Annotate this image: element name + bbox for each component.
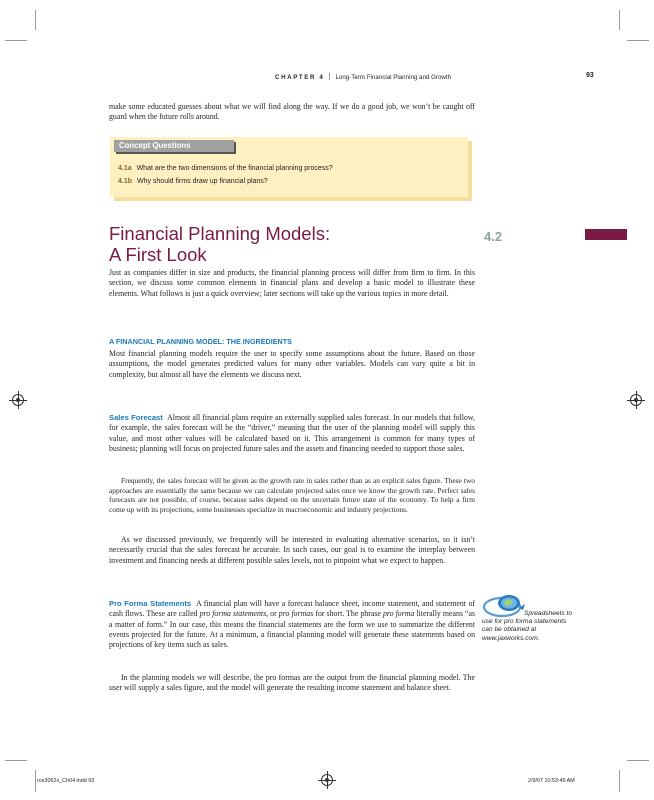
sales-forecast-label: Sales Forecast bbox=[109, 413, 163, 422]
pro-forma-term: pro forma bbox=[382, 609, 415, 619]
concept-question bbox=[118, 178, 268, 185]
registration-mark-icon bbox=[321, 774, 333, 786]
crop-mark bbox=[619, 770, 620, 792]
registration-mark-icon bbox=[630, 394, 642, 406]
margin-note-line: Spreadsheets to bbox=[524, 610, 573, 617]
page-number: 93 bbox=[586, 72, 594, 79]
pro-forma-paragraph-2: In the planning models we will describe, the pro formas are the output from the financial planning model. The user will supply a sales figure, and the model will generate the resulting income statement and balance sheet. bbox=[109, 673, 475, 693]
chapter-title: Long-Term Financial Planning and Growth bbox=[335, 74, 452, 81]
ingredients-heading: A FINANCIAL PLANNING MODEL: THE INGREDIENTS bbox=[109, 337, 292, 346]
section-color-bar bbox=[585, 229, 627, 240]
margin-note bbox=[482, 610, 632, 643]
crop-mark bbox=[627, 760, 649, 761]
chapter-label: CHAPTER 4 bbox=[275, 74, 325, 81]
pro-forma-term: pro formas bbox=[278, 609, 314, 619]
concept-questions-box bbox=[110, 137, 468, 197]
sales-forecast-paragraph-3: As we discussed previously, we frequently will be interested in evaluating alternative scenarios, so it isn’t necessarily crucial that the sales forecast be accurate. In such cases, our goal is to examine the interplay between investment and financing needs at different possible sales levels, not to pinpoint what we expect to happen. bbox=[109, 535, 475, 565]
crop-mark bbox=[35, 10, 36, 30]
pro-forma-term: pro forma statements bbox=[199, 609, 267, 619]
ingredients-paragraph: Most financial planning models require the user to specify some assumptions about the future. Based on those assumptions, the model generates predicted values for many other variables. Models can vary quite a bit in complexity, but almost all have the elements we discuss next. bbox=[109, 349, 475, 379]
header-separator bbox=[329, 73, 330, 80]
intro-paragraph: make some educated guesses about what we will find along the way. If we do a good job, we won’t be caught off guard when the future rolls around. bbox=[109, 102, 475, 122]
pro-forma-text-a: A financial plan will have a forecast balance sheet, income statement, and statement of cash flows. These are called bbox=[109, 599, 475, 619]
crop-mark bbox=[5, 40, 27, 41]
crop-mark bbox=[619, 10, 620, 30]
pro-forma-paragraph-1 bbox=[109, 599, 475, 651]
margin-note-link[interactable]: www.jaxworks.com. bbox=[482, 634, 540, 642]
pro-forma-label: Pro Forma Statements bbox=[109, 599, 192, 608]
pro-forma-text-b: , or bbox=[266, 609, 277, 619]
pro-forma-text-d: literally means “as a matter of form.” In our case, this means the financial statements are the form we use to summarize the different events projected for the future. At a minimum, a financial planning model will generate these statements based on projections of key items such as sales. bbox=[109, 609, 476, 650]
running-head bbox=[275, 73, 495, 81]
question-text: Why should firms draw up financial plans? bbox=[136, 178, 268, 185]
question-text: What are the two dimensions of the financial planning process? bbox=[136, 165, 333, 172]
crop-mark bbox=[627, 40, 649, 41]
crop-mark bbox=[35, 770, 36, 792]
sales-forecast-paragraph-1 bbox=[109, 413, 475, 454]
pro-forma-text-c: for short. The phrase bbox=[315, 609, 381, 619]
sales-forecast-paragraph-2: Frequently, the sales forecast will be given as the growth rate in sales rather than as an explicit sales figure. These two approaches are essentially the same because we can calculate projected sales once we know the growth rate. Perfect sales forecasts are not possible, of course, because sales depend on the uncertain future state of the economy. To help a firm come up with its projections, some businesses specialize in macroeconomic and industry projections. bbox=[109, 476, 475, 514]
footer-timestamp: 2/9/07 10:53:49 AM bbox=[528, 778, 575, 784]
concept-questions-title: Concept Questions bbox=[114, 140, 234, 152]
sales-forecast-text-1: Almost all financial plans require an externally supplied sales forecast. In our models that follow, for example, the sales forecast will be the “driver,” meaning that the user of the planning model will supply this value, and most other values will be calculated based on it. This arrangement is common for many types of business; planning will focus on projected future sales and the assets and financing needed to support those sales. bbox=[109, 413, 476, 454]
question-number: 4.1b bbox=[118, 178, 133, 185]
section-intro-paragraph: Just as companies differ in size and products, the financial planning process will differ from firm to firm. In this section, we discuss some common elements in financial plans and develop a basic model to illustrate these elements. What follows is just a quick overview; later sections will take up the various topics in more detail. bbox=[109, 268, 475, 298]
question-number: 4.1a bbox=[118, 165, 132, 172]
section-number: 4.2 bbox=[484, 229, 503, 244]
margin-note-line: can be obtained at bbox=[482, 626, 537, 634]
section-title-line1: Financial Planning Models: bbox=[109, 223, 331, 244]
crop-mark bbox=[5, 760, 27, 761]
footer-file-slug: ros3062x_Ch04.indd 93 bbox=[37, 778, 95, 784]
section-title-line2: A First Look bbox=[109, 244, 207, 265]
margin-note-line: use for pro forma statements bbox=[482, 618, 567, 626]
concept-question bbox=[118, 165, 333, 172]
section-heading bbox=[109, 223, 409, 265]
registration-mark-icon bbox=[12, 394, 24, 406]
